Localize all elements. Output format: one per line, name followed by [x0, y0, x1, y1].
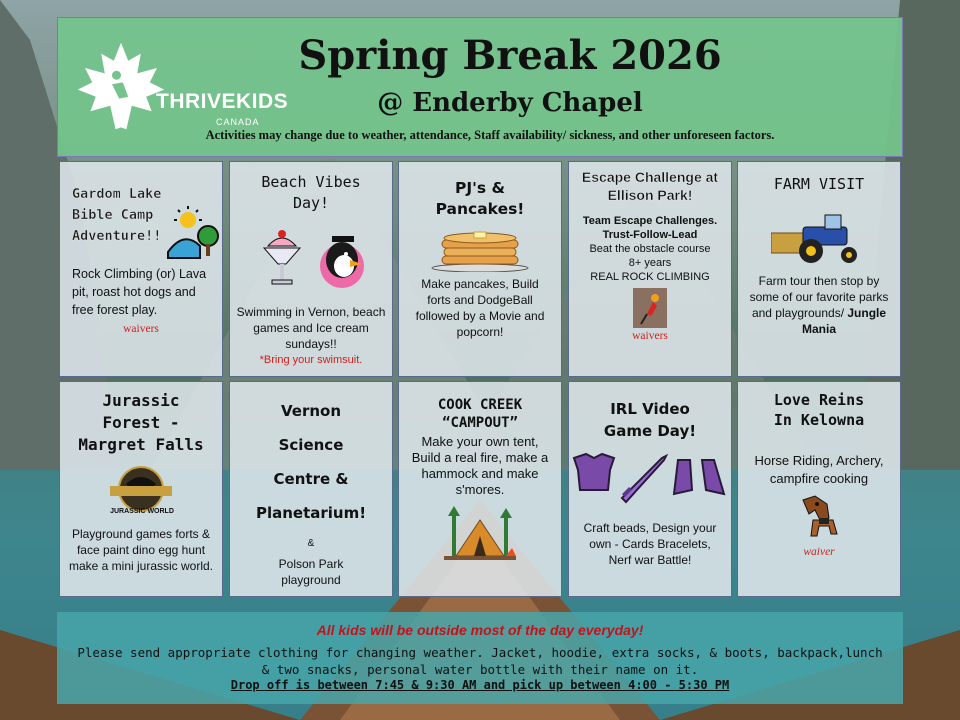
header-banner	[57, 17, 903, 157]
day-title: Gardom Lake Bible Camp Adventure!!	[72, 186, 162, 244]
page-subtitle: @ Enderby Chapel	[377, 88, 643, 118]
jurassic-badge-text: JURASSIC WORLD	[110, 508, 174, 515]
clothing-note: Please send appropriate clothing for changing weather. Jacket, hoodie, extra socks, & boots, backpack,lunch & two snacks, personal water bottle with their name on it.	[77, 645, 883, 677]
day-card-5	[737, 161, 901, 377]
logo-wordmark: THRIVEKIDS	[156, 90, 289, 113]
day-title: PJ's & Pancakes!	[435, 179, 525, 218]
day-description: Make your own tent, Build a real fire, make a hammock and make s'mores.	[411, 434, 549, 497]
science-doodle-icon	[261, 594, 361, 597]
logo-subtext: CANADA	[216, 117, 260, 127]
swimsuit-note: *Bring your swimsuit.	[259, 354, 363, 366]
day-description: Rock Climbing (or) Lava pit, roast hot dogs and free forest play.	[72, 267, 207, 317]
pancake-stack-icon	[428, 228, 532, 272]
farm-text: Farm tour then stop by some of our favorite parks and playgrounds/	[749, 274, 889, 320]
day-description: Swimming in Vernon, beach games and Ice cream sundays!!	[236, 305, 386, 351]
day-card-9	[568, 381, 732, 597]
day-title: Vernon Science Centre & Planetarium!	[255, 402, 367, 522]
page-title: Spring Break 2026	[298, 32, 722, 79]
jungle-mania-text: Jungle Mania	[801, 306, 887, 336]
outdoor-warning: All kids will be outside most of the day everyday!	[316, 622, 644, 638]
tractor-icon	[771, 209, 867, 265]
day-card-8	[398, 381, 562, 597]
day-card-7	[229, 381, 393, 597]
day-card-2	[229, 161, 393, 377]
day-description: Horse Riding, Archery, campfire cooking	[754, 453, 884, 486]
day-description: Make pancakes, Build forts and DodgeBall followed by a Movie and popcorn!	[415, 277, 545, 339]
day-description: Playground games forts & face paint dino egg hunt make a mini jurassic world.	[68, 527, 214, 573]
dropoff-pickup-times: Drop off is between 7:45 & 9:30 AM and pick up between 4:00 - 5:30 PM	[230, 678, 730, 692]
day-description: Craft beads, Design your own - Cards Bracelets, Nerf war Battle!	[583, 521, 717, 567]
obstacle-line: Beat the obstacle course	[589, 243, 711, 255]
disclaimer-text: Activities may change due to weather, attendance, Staff availability/ sickness, and other unforeseen factors.	[205, 128, 775, 142]
pixel-armor-sword-icon	[570, 450, 730, 506]
day-title: Jurassic Forest - Margret Falls	[78, 391, 204, 454]
footer-info-panel	[57, 612, 903, 704]
waiver-note: waiver	[803, 546, 835, 558]
day-card-1	[59, 161, 223, 377]
sun-lake-icon	[164, 206, 222, 260]
day-title: IRL Video Game Day!	[603, 400, 697, 440]
trust-line: Trust-Follow-Lead	[602, 229, 698, 241]
day-card-6	[59, 381, 223, 597]
waiver-note: waivers	[632, 330, 668, 342]
horse-icon	[793, 494, 845, 544]
day-card-3	[398, 161, 562, 377]
challenge-line: Team Escape Challenges.	[582, 215, 718, 227]
age-line: 8+ years	[628, 257, 672, 269]
day-description: Polson Park playground	[278, 557, 344, 587]
tent-campfire-icon	[440, 506, 520, 562]
ampersand-text: &	[307, 538, 315, 549]
climbing-line: REAL ROCK CLIMBING	[590, 271, 710, 283]
day-title: COOK CREEK “CAMPOUT”	[437, 397, 523, 431]
day-title: FARM VISIT	[773, 175, 865, 193]
day-card-10	[737, 381, 901, 597]
day-card-4	[568, 161, 732, 377]
waiver-note: waivers	[123, 323, 159, 335]
climber-icon	[633, 288, 667, 328]
sundae-penguin-icon	[246, 220, 376, 292]
day-title: Love Reins In Kelowna	[773, 391, 865, 429]
day-title: Beach Vibes Day!	[261, 173, 361, 212]
jurassic-world-icon	[106, 466, 176, 512]
day-title: Escape Challenge at Ellison Park!	[581, 169, 719, 203]
day-description	[746, 273, 892, 337]
